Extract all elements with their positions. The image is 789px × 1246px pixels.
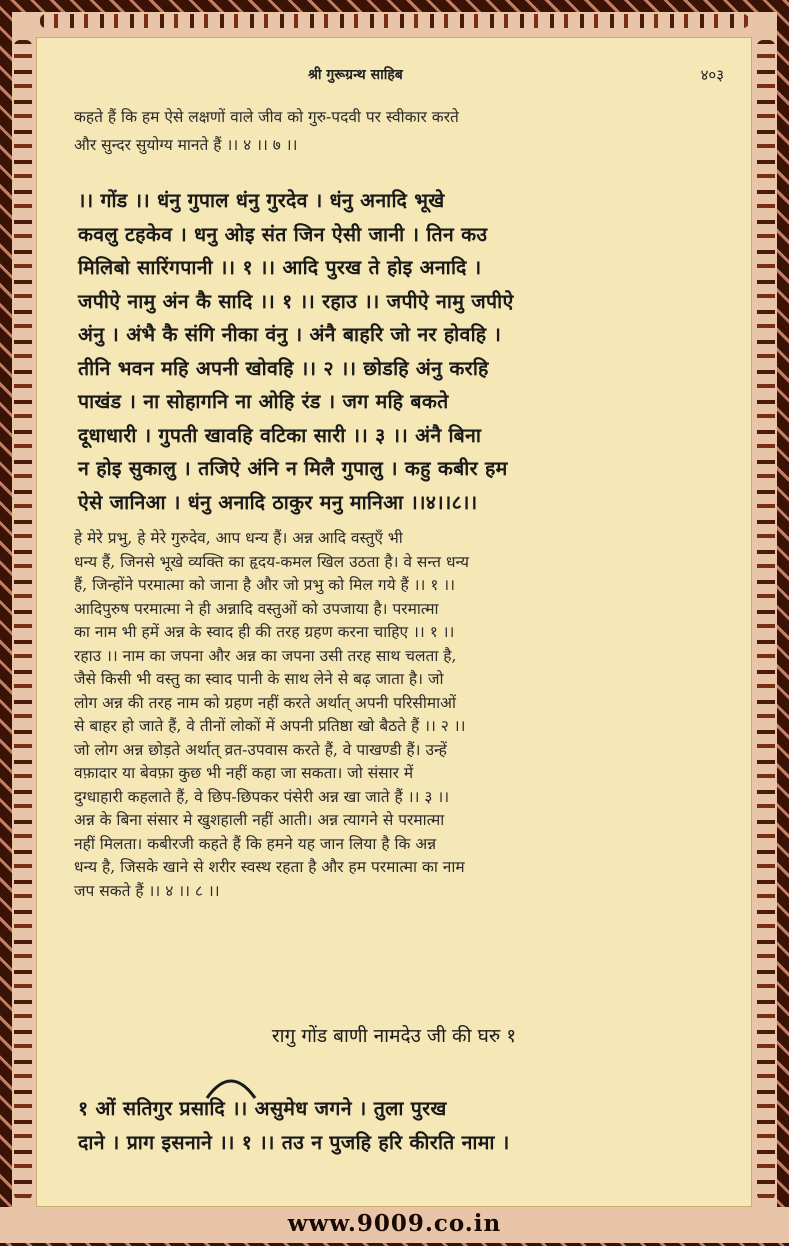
verse-line: दूधाधारी । गुपती खावहि वटिका सारी ।। ३ ।। अंनै बिना xyxy=(78,423,482,447)
text-line: वफ़ादार या बेवफ़ा कुछ भी नहीं कहा जा सकता। जो संसार में xyxy=(74,764,414,782)
section-heading: रागु गोंड बाणी नामदेउ जी की घरु १ xyxy=(271,1025,517,1047)
text-line: का नाम भी हमें अन्न के स्वाद ही की तरह ग्रहण करना चाहिए ।। १ ।। xyxy=(74,623,455,641)
right-ornament xyxy=(757,40,775,1200)
text-line: जो लोग अन्न छोड़ते अर्थात् व्रत-उपवास करते हैं, वे पाखण्डी हैं। उन्हें xyxy=(74,740,447,759)
text-line: रहाउ ।। नाम का जपना और अन्न का जपना उसी तरह साथ चलता है, xyxy=(74,646,457,665)
top-ornament xyxy=(40,14,749,28)
text-line: कहते हैं कि हम ऐसे लक्षणों वाले जीव को गुरु-पदवी पर स्वीकार करते xyxy=(74,108,459,126)
verse-line: न होइ सुकालु । तजिऐ अंनि न मिलै गुपालु । कहु कबीर हम xyxy=(78,457,508,480)
text-line: लोग अन्न की तरह नाम को ग्रहण नहीं करते अर्थात् अपनी परिसीमाओं xyxy=(74,693,456,712)
verse-namdev xyxy=(78,1092,718,1159)
website-watermark[interactable]: www.9009.co.in xyxy=(287,1210,502,1237)
verse-line: पाखंड । ना सोहागनि ना ओहि रंड । जग महि बकते xyxy=(78,390,449,413)
verse-line: तीनि भवन महि अपनी खोवहि ।। २ ।। छोडहि अंनु करहि xyxy=(78,356,489,380)
verse-line: अंनु । अंभै कै संगि नीका वंनु । अंनै बाहरि जो नर होवहि । xyxy=(78,323,502,346)
text-line: दुग्धाहारी कहलाते हैं, वे छिप-छिपकर पंसेरी अन्न खा जाते हैं ।। ३ ।। xyxy=(74,787,450,806)
verse-line: मिलिबो सारिंगपानी ।। १ ।। आदि पुरख ते होइ अनादि । xyxy=(78,256,482,279)
verse-line: जपीऐ नामु अंन कै सादि ।। १ ।। रहाउ ।। जपीऐ नामु जपीऐ xyxy=(78,289,514,313)
text-line: से बाहर हो जाते हैं, वे तीनों लोकों में अपनी प्रतिष्ठा खो बैठते हैं ।। २ ।। xyxy=(74,717,466,735)
page-title: श्री गुरूग्रन्थ साहिब xyxy=(308,67,403,83)
scripture-page xyxy=(36,37,752,1207)
left-ornament xyxy=(14,40,32,1200)
text-line: अन्न के बिना संसार मे खुशहाली नहीं आती। अन्न त्यागने से परमात्मा xyxy=(74,811,445,829)
verse-line: ऐसे जानिआ । धंनु अनादि ठाकुर मनु मानिआ ।।४।।८।। xyxy=(78,490,478,514)
verse-line: १ ओं सतिगुर प्रसादि ।। असुमेध जगने । तुला पुरख xyxy=(78,1097,447,1120)
text-line: धन्य है, जिसके खाने से शरीर स्वस्थ रहता है और हम परमात्मा का नाम xyxy=(74,858,465,876)
text-line: धन्य हैं, जिनसे भूखे व्यक्ति का हृदय-कमल खिल उठता है। वे सन्त धन्य xyxy=(74,552,470,571)
verse-line: कवलु टहकेव । धनु ओइ संत जिन ऐसी जानी । तिन कउ xyxy=(78,222,488,246)
text-line: आदिपुरुष परमात्मा ने ही अन्नादि वस्तुओं को उपजाया है। परमात्मा xyxy=(74,599,439,618)
text-line: जप सकते हैं ।। ४ ।। ८ ।। xyxy=(74,881,220,900)
verse-line: दाने । प्राग इसनाने ।। १ ।। तउ न पुजहि हरि कीरति नामा । xyxy=(78,1130,510,1154)
verse-gond xyxy=(78,184,718,519)
translation-paragraph xyxy=(74,527,720,903)
text-line: और सुन्दर सुयोग्य मानते हैं ।। ४ ।। ७ ।। xyxy=(74,136,298,154)
page-number: ४०३ xyxy=(700,66,724,84)
text-line: हे मेरे प्रभु, हे मेरे गुरुदेव, आप धन्य हैं। अन्न आदि वस्तुएँ भी xyxy=(74,529,403,547)
page-header xyxy=(36,65,752,89)
text-line: नहीं मिलता। कबीरजी कहते हैं कि हमने यह जान लिया है कि अन्न xyxy=(74,834,437,853)
text-line: हैं, जिन्होंने परमात्मा को जाना है और जो प्रभु को मिल गये हैं ।। १ ।। xyxy=(74,576,456,594)
intro-paragraph xyxy=(74,103,720,159)
verse-line: ।। गोंड ।। धंनु गुपाल धंनु गुरदेव । धंनु अनादि भूखे xyxy=(78,189,445,212)
text-line: जैसे किसी भी वस्तु का स्वाद पानी के साथ लेने से बढ़ जाता है। जो xyxy=(74,670,444,688)
